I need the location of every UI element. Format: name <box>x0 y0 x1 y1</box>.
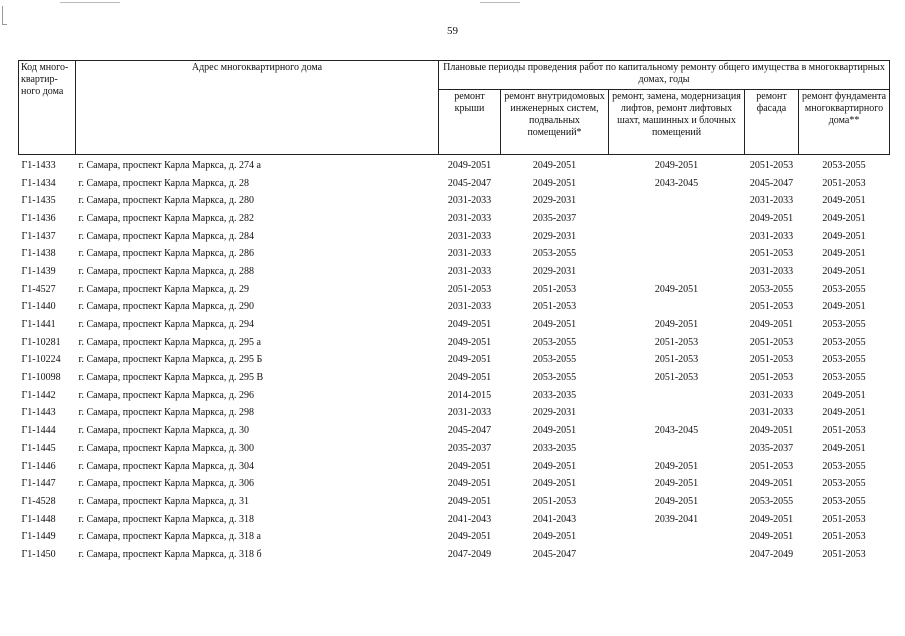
cell-address: г. Самара, проспект Карла Маркса, д. 298 <box>78 407 254 419</box>
cell-foundation: 2053-2055 <box>822 372 866 384</box>
table-row <box>19 493 890 511</box>
table-row <box>19 299 890 317</box>
cell-engineering: 2049-2051 <box>532 159 577 171</box>
table-row <box>19 511 890 529</box>
cell-engineering: 2029-2031 <box>532 195 577 207</box>
table-row <box>19 316 890 334</box>
cell-engineering: 2053-2055 <box>532 248 577 260</box>
cell-foundation: 2053-2055 <box>822 495 866 507</box>
cell-engineering: 2053-2055 <box>532 354 577 366</box>
cell-foundation: 2053-2055 <box>822 319 866 331</box>
cell-foundation: 2053-2055 <box>822 460 866 472</box>
cell-elevators <box>609 299 745 317</box>
cell-engineering: 2051-2053 <box>532 301 577 313</box>
table-row <box>19 528 890 546</box>
table-row <box>19 422 890 440</box>
cell-engineering: 2029-2031 <box>532 407 577 419</box>
cell-roof: 2049-2051 <box>447 531 492 543</box>
cell-code: Г1-1448 <box>21 513 56 525</box>
table-row <box>19 263 890 281</box>
cell-address: г. Самара, проспект Карла Маркса, д. 30 <box>78 425 249 437</box>
cell-facade: 2051-2053 <box>749 372 794 384</box>
table-row <box>19 281 890 299</box>
header-code: Код много- квартир- ного дома <box>19 61 76 155</box>
cell-elevators: 2051-2053 <box>654 372 699 384</box>
cell-code: Г1-4527 <box>21 283 56 295</box>
table-row <box>19 210 890 228</box>
table-row <box>19 228 890 246</box>
cell-roof: 2031-2033 <box>447 265 492 277</box>
table-row <box>19 245 890 263</box>
cell-address: г. Самара, проспект Карла Маркса, д. 31 <box>78 495 249 507</box>
cell-roof: 2045-2047 <box>447 425 492 437</box>
table-row <box>19 458 890 476</box>
cell-address: г. Самара, проспект Карла Маркса, д. 295 Б <box>78 354 263 366</box>
table-row <box>19 192 890 210</box>
cell-code: Г1-1446 <box>21 460 56 472</box>
cell-code: Г1-1447 <box>21 478 56 490</box>
cell-foundation: 2053-2055 <box>822 283 866 295</box>
cell-engineering: 2049-2051 <box>532 177 577 189</box>
header-address: Адрес многоквартирного дома <box>76 61 439 155</box>
cell-facade: 2051-2053 <box>749 159 794 171</box>
cell-address: г. Самара, проспект Карла Маркса, д. 300 <box>78 442 254 454</box>
cell-code: Г1-10224 <box>21 354 61 366</box>
cell-elevators <box>609 192 745 210</box>
cell-engineering: 2049-2051 <box>532 460 577 472</box>
cell-roof: 2035-2037 <box>447 442 492 454</box>
cell-facade: 2051-2053 <box>749 354 794 366</box>
cell-address: г. Самара, проспект Карла Маркса, д. 286 <box>78 248 254 260</box>
header-facade: ремонт фасада <box>745 90 799 155</box>
cell-engineering: 2053-2055 <box>532 336 577 348</box>
cell-elevators: 2049-2051 <box>654 460 699 472</box>
cell-code: Г1-1438 <box>21 248 56 260</box>
cell-roof: 2049-2051 <box>447 354 492 366</box>
cell-facade: 2051-2053 <box>749 301 794 313</box>
cell-foundation: 2049-2051 <box>822 265 866 277</box>
cell-elevators <box>609 405 745 423</box>
cell-facade: 2049-2051 <box>749 513 794 525</box>
table-row <box>19 369 890 387</box>
cell-roof: 2049-2051 <box>447 336 492 348</box>
cell-facade: 2049-2051 <box>749 531 794 543</box>
cell-elevators <box>609 228 745 246</box>
cell-elevators <box>609 546 745 564</box>
cell-address: г. Самара, проспект Карла Маркса, д. 296 <box>78 389 254 401</box>
cell-roof: 2049-2051 <box>447 159 492 171</box>
cell-address: г. Самара, проспект Карла Маркса, д. 282 <box>78 212 254 224</box>
cell-code: Г1-1449 <box>21 531 56 543</box>
cell-code: Г1-1434 <box>21 177 56 189</box>
cell-elevators: 2051-2053 <box>654 354 699 366</box>
cell-foundation: 2049-2051 <box>822 442 866 454</box>
cell-roof: 2031-2033 <box>447 407 492 419</box>
cell-address: г. Самара, проспект Карла Маркса, д. 288 <box>78 265 254 277</box>
table-row <box>19 405 890 423</box>
cell-engineering: 2053-2055 <box>532 372 577 384</box>
cell-code: Г1-1433 <box>21 159 56 171</box>
cell-roof: 2014-2015 <box>447 389 492 401</box>
cell-code: Г1-10098 <box>21 372 61 384</box>
cell-engineering: 2051-2053 <box>532 495 577 507</box>
header-foundation: ремонт фундамента многоквартирного дома** <box>799 90 890 155</box>
cell-code: Г1-4528 <box>21 495 56 507</box>
cell-facade: 2051-2053 <box>749 248 794 260</box>
cell-address: г. Самара, проспект Карла Маркса, д. 304 <box>78 460 254 472</box>
cell-code: Г1-1441 <box>21 319 56 331</box>
cell-engineering: 2041-2043 <box>532 513 577 525</box>
table-header <box>19 61 890 155</box>
cell-code: Г1-1443 <box>21 407 56 419</box>
cell-code: Г1-1445 <box>21 442 56 454</box>
cell-code: Г1-1442 <box>21 389 56 401</box>
cell-elevators: 2049-2051 <box>654 159 699 171</box>
cell-engineering: 2033-2035 <box>532 389 577 401</box>
cell-roof: 2049-2051 <box>447 495 492 507</box>
cell-address: г. Самара, проспект Карла Маркса, д. 318 б <box>78 548 262 560</box>
cell-facade: 2049-2051 <box>749 212 794 224</box>
cell-facade: 2049-2051 <box>749 478 794 490</box>
cell-engineering: 2049-2051 <box>532 319 577 331</box>
cell-elevators <box>609 440 745 458</box>
cell-roof: 2049-2051 <box>447 478 492 490</box>
cell-facade: 2031-2033 <box>749 195 794 207</box>
cell-foundation: 2049-2051 <box>822 248 866 260</box>
cell-elevators: 2049-2051 <box>654 478 699 490</box>
cell-engineering: 2051-2053 <box>532 283 577 295</box>
cell-roof: 2031-2033 <box>447 230 492 242</box>
cell-address: г. Самара, проспект Карла Маркса, д. 294 <box>78 319 254 331</box>
cell-engineering: 2035-2037 <box>532 212 577 224</box>
cell-address: г. Самара, проспект Карла Маркса, д. 29 <box>78 283 249 295</box>
cell-elevators: 2051-2053 <box>654 336 699 348</box>
header-engineering: ремонт внутридомовых инженерных систем, подвальных помещений* <box>501 90 609 155</box>
scan-artifact-line <box>60 2 120 3</box>
cell-foundation: 2049-2051 <box>822 195 866 207</box>
cell-code: Г1-1450 <box>21 548 56 560</box>
cell-address: г. Самара, проспект Карла Маркса, д. 295 В <box>78 372 264 384</box>
cell-foundation: 2051-2053 <box>822 513 866 525</box>
cell-foundation: 2053-2055 <box>822 159 866 171</box>
cell-engineering: 2049-2051 <box>532 478 577 490</box>
cell-foundation: 2051-2053 <box>822 425 866 437</box>
cell-foundation: 2049-2051 <box>822 407 866 419</box>
cell-foundation: 2051-2053 <box>822 531 866 543</box>
cell-roof: 2031-2033 <box>447 248 492 260</box>
cell-code: Г1-1444 <box>21 425 56 437</box>
cell-address: г. Самара, проспект Карла Маркса, д. 290 <box>78 301 254 313</box>
cell-elevators <box>609 387 745 405</box>
cell-address: г. Самара, проспект Карла Маркса, д. 284 <box>78 230 254 242</box>
cell-roof: 2047-2049 <box>447 548 492 560</box>
cell-foundation: 2051-2053 <box>822 548 866 560</box>
cell-engineering: 2033-2035 <box>532 442 577 454</box>
table-row <box>19 546 890 564</box>
cell-address: г. Самара, проспект Карла Маркса, д. 28 <box>78 177 249 189</box>
table-row <box>19 352 890 370</box>
cell-engineering: 2029-2031 <box>532 265 577 277</box>
cell-foundation: 2049-2051 <box>822 301 866 313</box>
cell-foundation: 2049-2051 <box>822 230 866 242</box>
scan-edge-mark <box>2 6 7 25</box>
table-row <box>19 475 890 493</box>
cell-facade: 2053-2055 <box>749 495 794 507</box>
cell-elevators: 2049-2051 <box>654 495 699 507</box>
cell-elevators: 2049-2051 <box>654 319 699 331</box>
cell-code: Г1-10281 <box>21 336 61 348</box>
cell-elevators: 2043-2045 <box>654 425 699 437</box>
cell-elevators: 2039-2041 <box>654 513 699 525</box>
cell-address: г. Самара, проспект Карла Маркса, д. 318 а <box>78 531 261 543</box>
cell-roof: 2045-2047 <box>447 177 492 189</box>
cell-code: Г1-1435 <box>21 195 56 207</box>
cell-foundation: 2051-2053 <box>822 177 866 189</box>
cell-roof: 2051-2053 <box>447 283 492 295</box>
table-row <box>19 155 890 175</box>
cell-roof: 2041-2043 <box>447 513 492 525</box>
cell-address: г. Самара, проспект Карла Маркса, д. 280 <box>78 195 254 207</box>
cell-elevators <box>609 263 745 281</box>
cell-roof: 2031-2033 <box>447 212 492 224</box>
cell-address: г. Самара, проспект Карла Маркса, д. 306 <box>78 478 254 490</box>
cell-address: г. Самара, проспект Карла Маркса, д. 295 а <box>78 336 261 348</box>
cell-facade: 2051-2053 <box>749 460 794 472</box>
cell-address: г. Самара, проспект Карла Маркса, д. 318 <box>78 513 254 525</box>
header-roof: ремонт крыши <box>439 90 501 155</box>
cell-facade: 2049-2051 <box>749 425 794 437</box>
cell-facade: 2031-2033 <box>749 389 794 401</box>
cell-roof: 2049-2051 <box>447 372 492 384</box>
cell-code: Г1-1439 <box>21 265 56 277</box>
table-row <box>19 175 890 193</box>
repair-schedule-table <box>18 60 890 564</box>
cell-elevators: 2043-2045 <box>654 177 699 189</box>
cell-roof: 2049-2051 <box>447 460 492 472</box>
cell-engineering: 2049-2051 <box>532 425 577 437</box>
cell-roof: 2031-2033 <box>447 301 492 313</box>
table-row <box>19 334 890 352</box>
cell-facade: 2031-2033 <box>749 265 794 277</box>
cell-elevators: 2049-2051 <box>654 283 699 295</box>
cell-roof: 2049-2051 <box>447 319 492 331</box>
table-body <box>19 155 890 564</box>
cell-foundation: 2049-2051 <box>822 212 866 224</box>
cell-facade: 2045-2047 <box>749 177 794 189</box>
cell-facade: 2031-2033 <box>749 407 794 419</box>
cell-code: Г1-1436 <box>21 212 56 224</box>
cell-foundation: 2049-2051 <box>822 389 866 401</box>
cell-facade: 2049-2051 <box>749 319 794 331</box>
cell-elevators <box>609 210 745 228</box>
cell-engineering: 2045-2047 <box>532 548 577 560</box>
cell-facade: 2051-2053 <box>749 336 794 348</box>
cell-foundation: 2053-2055 <box>822 354 866 366</box>
cell-facade: 2047-2049 <box>749 548 794 560</box>
page-number: 59 <box>447 25 458 37</box>
cell-address: г. Самара, проспект Карла Маркса, д. 274 а <box>78 159 261 171</box>
header-elevators: ремонт, замена, модернизация лифтов, ремонт лифтовых шахт, машинных и блочных помещений <box>609 90 745 155</box>
cell-engineering: 2049-2051 <box>532 531 577 543</box>
cell-elevators <box>609 245 745 263</box>
cell-elevators <box>609 528 745 546</box>
cell-code: Г1-1437 <box>21 230 56 242</box>
cell-code: Г1-1440 <box>21 301 56 313</box>
cell-foundation: 2053-2055 <box>822 336 866 348</box>
cell-facade: 2035-2037 <box>749 442 794 454</box>
table-row <box>19 387 890 405</box>
cell-foundation: 2053-2055 <box>822 478 866 490</box>
cell-engineering: 2029-2031 <box>532 230 577 242</box>
scan-artifact-line <box>480 2 520 3</box>
cell-facade: 2053-2055 <box>749 283 794 295</box>
table-row <box>19 440 890 458</box>
header-planned-periods: Плановые периоды проведения работ по капитальному ремонту общего имущества в многоквартирных домах, годы <box>439 61 890 90</box>
cell-facade: 2031-2033 <box>749 230 794 242</box>
cell-roof: 2031-2033 <box>447 195 492 207</box>
